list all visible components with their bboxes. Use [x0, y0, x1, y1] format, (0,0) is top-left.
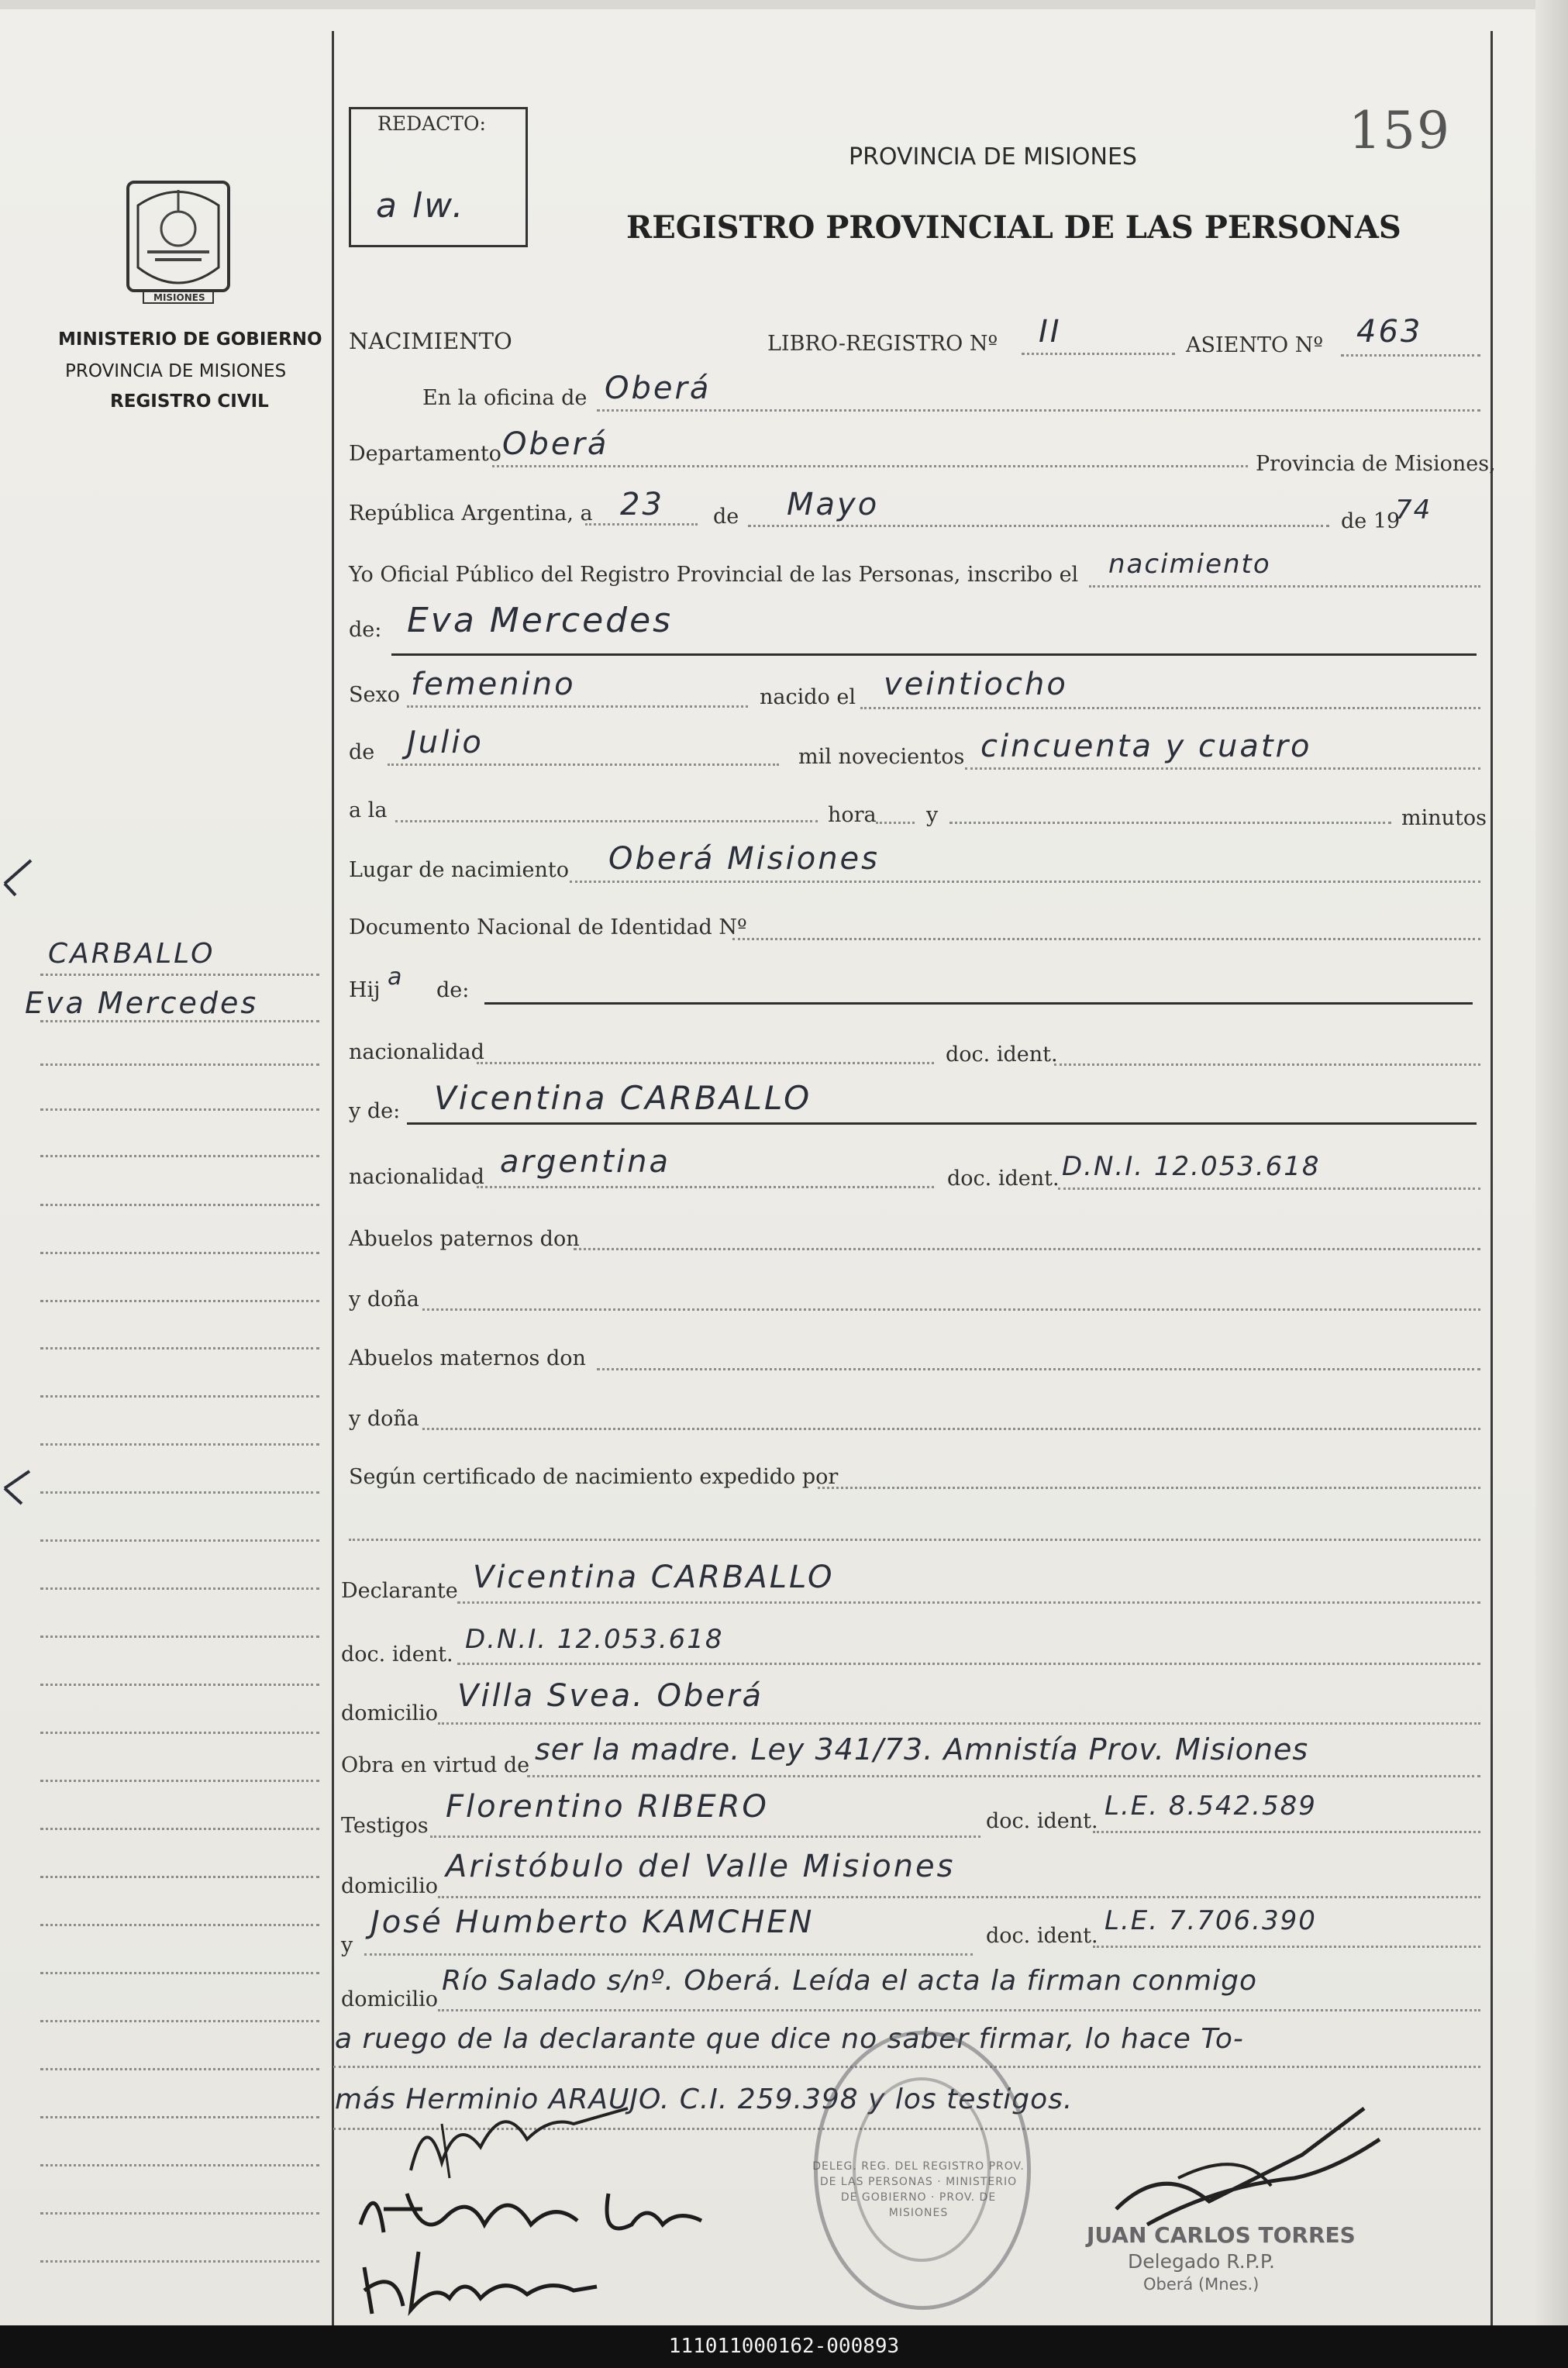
obra-line	[527, 1775, 1480, 1777]
sexo-label: Sexo	[349, 683, 400, 707]
margin-line-11	[40, 1443, 319, 1446]
margin-line-19	[40, 1828, 319, 1830]
declarante-line	[457, 1601, 1480, 1604]
minutos-label: minutos	[1401, 806, 1487, 830]
nacido-value: veintiocho	[884, 667, 1068, 702]
docident4-value: L.E. 8.542.589	[1104, 1791, 1317, 1822]
obra-value: ser la madre. Ley 341/73. Amnistía Prov. Misiones	[535, 1732, 1309, 1767]
margin-line-9	[40, 1347, 319, 1349]
record-type-label: NACIMIENTO	[349, 328, 512, 354]
delegate-name: JUAN CARLOS TORRES	[1087, 2222, 1356, 2248]
testigo1-line	[430, 1835, 980, 1838]
docident4-line	[1093, 1831, 1480, 1833]
testigo2-value: José Humberto KAMCHEN	[370, 1904, 815, 1940]
de-label: de	[713, 505, 739, 529]
testigo1-value: Florentino RIBERO	[446, 1789, 769, 1825]
docident3-value: D.N.I. 12.053.618	[465, 1624, 724, 1655]
frame-right-line	[1490, 31, 1493, 2325]
page-number: 159	[1349, 101, 1451, 160]
province-heading: PROVINCIA DE MISIONES	[65, 361, 287, 381]
docident4-label: doc. ident.	[986, 1809, 1098, 1833]
mes-nac-value: Julio	[407, 725, 484, 760]
nacionalidad1-line	[477, 1062, 934, 1064]
margin-line-13	[40, 1539, 319, 1542]
dia-line	[585, 523, 698, 526]
nacido-label: nacido el	[760, 685, 856, 709]
abuelos-pat-label: Abuelos paternos don	[349, 1227, 580, 1251]
margin-line-2	[40, 1020, 319, 1022]
madre-value: Vicentina CARBALLO	[434, 1079, 812, 1117]
docident2-label: doc. ident.	[947, 1167, 1060, 1191]
docident5-value: L.E. 7.706.390	[1104, 1905, 1317, 1936]
margin-check-mark	[0, 853, 39, 902]
anio-value: 74	[1395, 495, 1432, 526]
page-top-edge	[0, 0, 1568, 9]
margin-line-16	[40, 1684, 319, 1686]
delegate-role: Delegado R.P.P.	[1128, 2250, 1275, 2273]
docident5-line	[1093, 1946, 1480, 1948]
anio-label: de 19	[1341, 509, 1401, 533]
segun-line-2	[349, 1539, 1480, 1541]
anio-nac-value: cincuenta y cuatro	[980, 729, 1312, 764]
domicilio2-line	[438, 1896, 1480, 1898]
margin-line-17	[40, 1732, 319, 1734]
mil-label: mil novecientos	[798, 745, 965, 769]
margin-line-28	[40, 2260, 319, 2263]
inscribo-value: nacimiento	[1108, 549, 1271, 580]
hora-label: hora	[828, 803, 877, 827]
departamento-label: Departamento	[349, 442, 501, 466]
margin-line-18	[40, 1780, 319, 1782]
oficial-label: Yo Oficial Público del Registro Provincial de las Personas, inscribo el	[349, 563, 1079, 587]
domicilio3-value: Río Salado s/nº. Oberá. Leída el acta la firman conmigo	[442, 1965, 1257, 1997]
margin-line-27	[40, 2212, 319, 2215]
y-dona2-line	[422, 1428, 1480, 1430]
nacido-line	[860, 707, 1480, 709]
abuelos-mat-line	[597, 1368, 1480, 1370]
margin-names: Eva Mercedes	[25, 986, 259, 1020]
nombre-value: Eva Mercedes	[407, 601, 674, 640]
declarante-label: Declarante	[341, 1579, 458, 1603]
lugar-label: Lugar de nacimiento	[349, 858, 569, 882]
margin-line-1	[40, 974, 319, 976]
margin-line-5	[40, 1155, 319, 1157]
y-dona2-label: y doña	[349, 1407, 419, 1431]
testigo2-line	[364, 1953, 973, 1956]
docident1-label: doc. ident.	[946, 1043, 1058, 1067]
margin-line-3	[40, 1063, 319, 1066]
domicilio3-line	[438, 2009, 1480, 2011]
y2-label: y	[341, 1933, 353, 1957]
sexo-line	[407, 705, 748, 708]
declarante-value: Vicentina CARBALLO	[473, 1560, 835, 1595]
margin-line-15	[40, 1636, 319, 1638]
padre-line	[484, 1002, 1473, 1005]
testigos-label: Testigos	[341, 1814, 429, 1838]
libro-value: II	[1039, 314, 1062, 350]
signature-kamchen	[349, 2236, 605, 2325]
nacionalidad1-label: nacionalidad	[349, 1040, 484, 1064]
departamento-value: Oberá	[502, 426, 609, 462]
margin-line-10	[40, 1395, 319, 1398]
provincia-label: Provincia de Misiones,	[1256, 452, 1496, 476]
registry-heading: REGISTRO CIVIL	[110, 391, 269, 412]
libro-label: LIBRO-REGISTRO Nº	[767, 332, 998, 356]
margin-line-25	[40, 2116, 319, 2118]
nacionalidad2-line	[477, 1186, 934, 1188]
lugar-line	[570, 881, 1480, 883]
segun-line	[818, 1487, 1480, 1489]
hijo-de-label: de:	[436, 978, 470, 1002]
margin-line-23	[40, 2020, 319, 2022]
dni-label: Documento Nacional de Identidad Nº	[349, 915, 747, 939]
margin-line-12	[40, 1491, 319, 1494]
hijo-label: Hij	[349, 978, 381, 1002]
margin-line-22	[40, 1972, 319, 1974]
nacionalidad2-value: argentina	[500, 1144, 670, 1180]
margin-line-20	[40, 1876, 319, 1878]
margin-line-24	[40, 2068, 319, 2070]
lugar-value: Oberá Misiones	[608, 841, 880, 877]
margin-line-26	[40, 2164, 319, 2166]
madre-line	[407, 1122, 1477, 1125]
continuation-value-1: a ruego de la declarante que dice no saber firmar, lo hace To-	[335, 2023, 1244, 2055]
domicilio1-label: domicilio	[341, 1701, 439, 1725]
redacto-label: REDACTO:	[377, 112, 486, 135]
domicilio2-label: domicilio	[341, 1874, 439, 1898]
margin-line-7	[40, 1252, 319, 1254]
a-la-line	[395, 820, 818, 822]
oficina-value: Oberá	[605, 371, 712, 406]
docident3-label: doc. ident.	[341, 1642, 453, 1667]
redacto-initials: a lw.	[376, 186, 466, 226]
domicilio1-value: Villa Svea. Oberá	[457, 1678, 763, 1714]
frame-left-line	[332, 31, 334, 2325]
margin-line-8	[40, 1300, 319, 1302]
y-label: y	[926, 803, 939, 827]
mes-value: Mayo	[787, 487, 880, 522]
continuation-value-2: más Herminio ARAUJO. C.I. 259.398 y los testigos.	[335, 2084, 1073, 2115]
inscribo-line	[1089, 585, 1480, 588]
oficina-label: En la oficina de	[422, 386, 588, 410]
docident2-line	[1058, 1187, 1480, 1190]
departamento-line	[492, 465, 1248, 467]
nacionalidad2-label: nacionalidad	[349, 1165, 484, 1189]
margin-line-6	[40, 1204, 319, 1206]
page-right-edge	[1535, 0, 1568, 2325]
asiento-label: ASIENTO Nº	[1186, 333, 1324, 357]
delegate-place: Oberá (Mnes.)	[1143, 2275, 1260, 2294]
domicilio1-line	[438, 1722, 1480, 1725]
header-title: REGISTRO PROVINCIAL DE LAS PERSONAS	[626, 209, 1401, 246]
abuelos-pat-line	[574, 1248, 1480, 1250]
domicilio2-value: Aristóbulo del Valle Misiones	[446, 1849, 956, 1884]
abuelos-mat-label: Abuelos maternos don	[349, 1346, 586, 1370]
y-de-label: y de:	[349, 1099, 401, 1123]
ministry-heading: MINISTERIO DE GOBIERNO	[58, 329, 322, 350]
header-province: PROVINCIA DE MISIONES	[849, 143, 1137, 171]
margin-line-14	[40, 1587, 319, 1590]
mes-nac-line	[388, 763, 779, 766]
docident1-line	[1054, 1063, 1480, 1066]
asiento-line	[1341, 354, 1480, 357]
anio-nac-line	[965, 767, 1480, 770]
domicilio3-label: domicilio	[341, 1987, 439, 2011]
y-dona1-line	[422, 1308, 1480, 1311]
hora-line	[876, 822, 915, 824]
mes-line	[748, 525, 1329, 527]
docident5-label: doc. ident.	[986, 1924, 1098, 1948]
segun-label: Según certificado de nacimiento expedido por	[349, 1465, 839, 1489]
libro-line	[1022, 353, 1175, 355]
oficina-line	[597, 409, 1480, 412]
sexo-value: femenino	[411, 667, 576, 702]
scan-id-footer: 111011000162-000893	[0, 2325, 1568, 2368]
docident2-value: D.N.I. 12.053.618	[1062, 1151, 1321, 1182]
margin-surname: CARBALLO	[48, 938, 215, 970]
de-mes-label: de	[349, 740, 375, 764]
de-nombre-label: de:	[349, 618, 382, 642]
docident3-line	[457, 1663, 1480, 1665]
margin-line-4	[40, 1108, 319, 1111]
asiento-value: 463	[1356, 314, 1423, 350]
a-la-label: a la	[349, 798, 388, 822]
republica-label: República Argentina, a	[349, 502, 593, 526]
y-dona1-label: y doña	[349, 1287, 419, 1312]
nombre-line	[391, 653, 1477, 656]
margin-check-mark-2	[0, 1465, 39, 1515]
obra-label: Obra en virtud de	[341, 1753, 530, 1777]
margin-line-21	[40, 1924, 319, 1926]
minutos-line	[949, 822, 1391, 824]
hijo-suffix: a	[388, 963, 404, 991]
round-stamp-text: DELEG. REG. DEL REGISTRO PROV. DE LAS PERSONAS · MINISTERIO DE GOBIERNO · PROV. DE MISIONES	[812, 2160, 1025, 2219]
dia-value: 23	[620, 487, 664, 522]
dni-line	[732, 938, 1480, 940]
seal-caption: MISIONES	[153, 292, 205, 303]
